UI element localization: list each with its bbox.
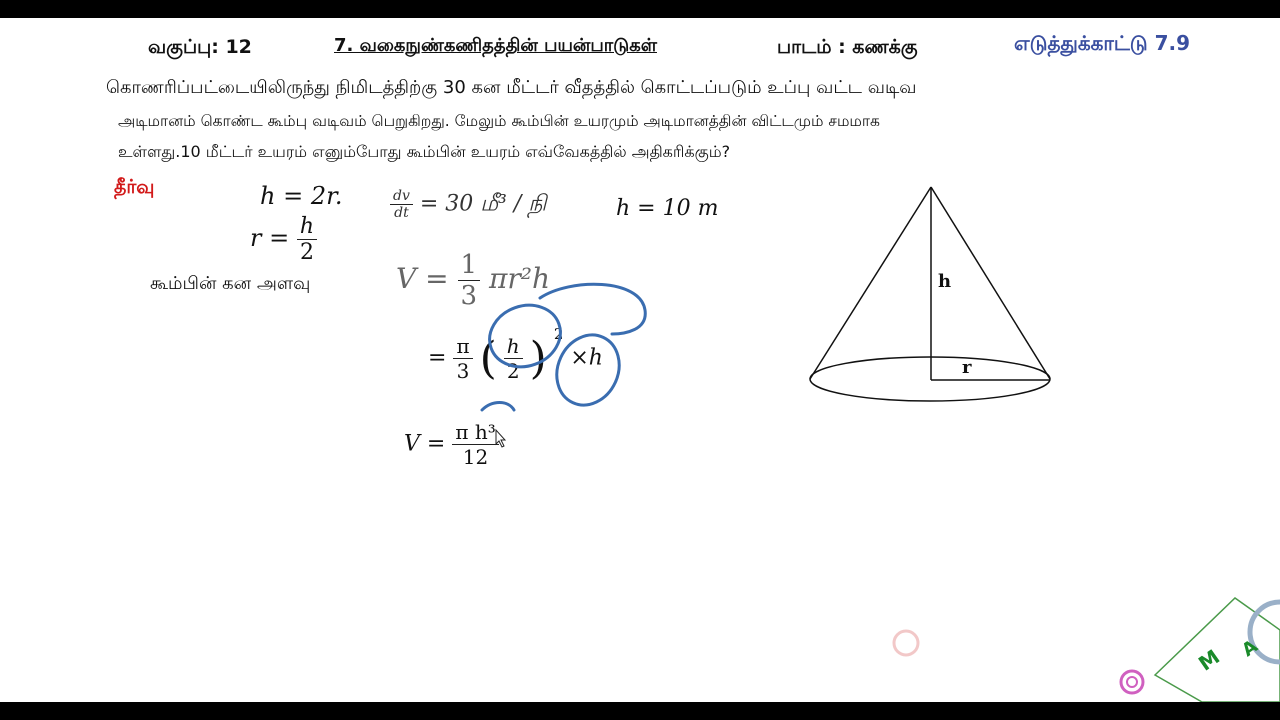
step2-inner-numerator: h: [504, 334, 523, 359]
r-denominator: 2: [299, 240, 314, 265]
r-lhs: r =: [250, 224, 290, 252]
radius-label: r: [962, 357, 972, 378]
step2-exponent: 2: [553, 324, 564, 343]
pink-ring-icon: [1121, 671, 1143, 693]
volume-label: கூம்பின் கன அளவு: [150, 273, 311, 294]
left-paren: (: [479, 333, 497, 384]
cone-base-ellipse: [810, 357, 1050, 401]
rate-denominator: dt: [394, 205, 409, 221]
step2-denominator: 3: [456, 359, 470, 383]
pink-ring-inner-icon: [1127, 677, 1137, 687]
step3-lhs: V =: [404, 431, 446, 457]
step3-denominator: 12: [462, 445, 489, 469]
right-paren: ): [529, 333, 547, 384]
r-numerator: h: [297, 214, 317, 240]
class-label: வகுப்பு: 12: [148, 36, 252, 58]
cone-left-edge: [810, 187, 931, 379]
logo-letter-m: M: [1193, 644, 1224, 676]
problem-line-2: அடிமானம் கொண்ட கூம்பு வடிவம் பெறுகிறது. மேலும் கூம்பின் உயரமும் அடிமானத்தின் விட்டமும் சமமாக: [118, 112, 880, 130]
logo-letter-a: A: [1238, 635, 1262, 662]
annotation-hook: [482, 403, 514, 411]
h-equals-2r: h = 2r.: [260, 182, 343, 210]
faded-circle-icon: [894, 631, 918, 655]
v-denominator: 3: [460, 281, 478, 311]
v-rhs: πr²h: [488, 262, 550, 295]
v-numerator: 1: [458, 250, 481, 281]
height-label: h: [938, 271, 952, 292]
step2-equals: =: [428, 345, 447, 371]
annotation-arc: [540, 284, 645, 334]
v-lhs: V =: [396, 262, 449, 295]
rate-rhs: = 30 மீ³ / நி: [419, 191, 547, 217]
mouse-cursor-icon: [496, 430, 505, 447]
bottom-black-bar: [0, 702, 1280, 720]
annotation-circle-h2: [481, 295, 569, 376]
solution-label: தீர்வு: [114, 176, 155, 198]
step3-numerator: π h³: [452, 420, 498, 445]
problem-line-1: கொணரிப்பட்டையிலிருந்து நிமிடத்திற்கு 30 கன மீட்டர் வீதத்தில் கொட்டப்படும் உப்பு வட்ட வடிவ: [106, 77, 917, 98]
h-value: h = 10 m: [616, 196, 719, 221]
example-label: எடுத்துக்காட்டு 7.9: [1014, 31, 1191, 55]
step2-numerator: π: [453, 334, 472, 359]
cone-diagram: [800, 180, 1060, 410]
logo-diamond: [1155, 598, 1280, 702]
watermark-layer: [880, 590, 1280, 702]
rate-numerator: dv: [390, 188, 413, 205]
chapter-title: 7. வகைநுண்கணிதத்தின் பயன்பாடுகள்: [334, 35, 657, 56]
step2-inner-denominator: 2: [506, 359, 520, 383]
step2-tail: ×h: [570, 345, 603, 371]
subject-label: பாடம் : கணக்கு: [777, 36, 918, 58]
problem-line-3: உள்ளது.10 மீட்டர் உயரம் எனும்போது கூம்பின் உயரம் எவ்வேகத்தில் அதிகரிக்கும்?: [118, 142, 731, 161]
